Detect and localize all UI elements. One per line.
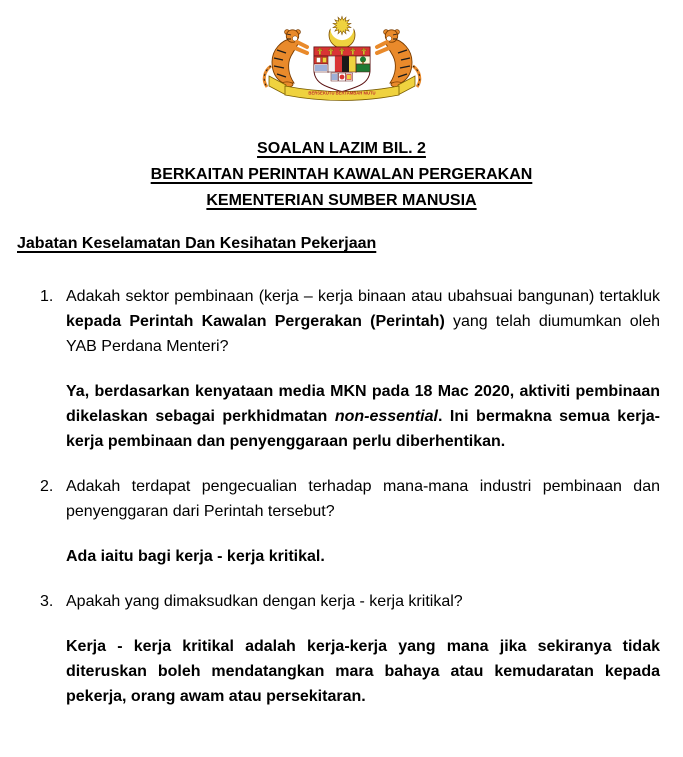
item-number: 1.	[40, 288, 54, 305]
document-title	[0, 136, 683, 214]
malaysia-coat-of-arms-icon	[257, 14, 427, 108]
title-line-1: SOALAN LAZIM BIL. 2	[257, 140, 426, 157]
item-number: 2.	[40, 478, 54, 495]
answer-text	[66, 379, 660, 454]
document-header	[0, 0, 683, 108]
text-run: non-essential	[334, 408, 438, 425]
text-run: Ya, berdasarkan kenyataan media MKN pada 18 Mac 2020, aktiviti pembinaan dikelaskan sebagai perkhidmatan	[66, 383, 660, 425]
question-row	[40, 474, 660, 524]
item-number: 3.	[40, 593, 54, 610]
text-run: Apakah yang dimaksudkan dengan kerja - kerja kritikal?	[66, 593, 463, 610]
text-run: Adakah terdapat pengecualian terhadap mana-mana industri pembinaan dan penyenggaran dari Perintah tersebut?	[66, 478, 660, 520]
text-run: kepada Perintah Kawalan Pergerakan (Perintah)	[66, 313, 445, 330]
faq-list	[17, 284, 660, 709]
question-row	[40, 589, 660, 614]
answer-text	[66, 544, 660, 569]
question-row	[40, 284, 660, 359]
text-run: Kerja - kerja kritikal adalah kerja-kerja yang mana jika sekiranya tidak diteruskan boleh mendatangkan mara bahaya atau kemudaratan kepada pekerja, orang awam atau persekitaran.	[66, 638, 660, 705]
text-run: Adakah sektor pembinaan (kerja – kerja binaan atau ubahsuai bangunan) tertakluk	[66, 288, 660, 305]
title-line-2: BERKAITAN PERINTAH KAWALAN PERGERAKAN	[150, 166, 533, 183]
text-run: . Ini bermakna semua kerja-kerja pembinaan dan penyenggaraan perlu diberhentikan.	[66, 408, 661, 450]
answer-text	[66, 634, 660, 709]
motto-text: BERSEKUTU BERTAMBAH MUTU	[307, 90, 376, 96]
question-text	[66, 284, 660, 359]
text-run: yang telah diumumkan oleh YAB Perdana Menteri?	[66, 313, 660, 355]
question-text	[66, 474, 660, 524]
question-text	[66, 589, 660, 614]
faq-item	[40, 284, 660, 454]
shield-icon	[314, 47, 370, 92]
text-run: Ada iaitu bagi kerja - kerja kritikal.	[66, 548, 325, 565]
title-line-3: KEMENTERIAN SUMBER MANUSIA	[206, 192, 477, 209]
section-heading: Jabatan Keselamatan Dan Kesihatan Pekerjaan	[17, 235, 377, 252]
faq-item	[40, 589, 660, 709]
faq-item	[40, 474, 660, 569]
